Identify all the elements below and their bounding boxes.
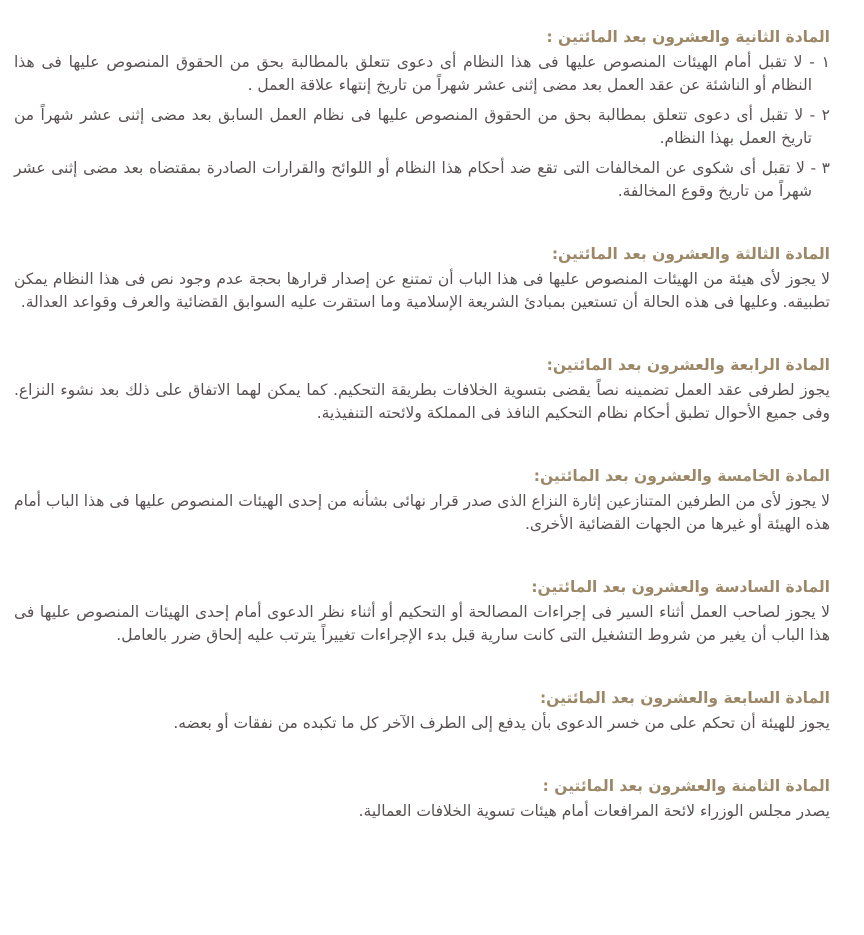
article-224-heading: المادة الرابعة والعشرون بعد المائتين: <box>546 356 830 374</box>
article-222-clause-3: ٣ - لا تقبل أى شكوى عن المخالفات التى تقع ضد أحكام هذا النظام أو اللوائح والقرارات الصادرة بمقتضاه بعد مضى إثنى عشر شهراً من تاريخ وقوع المخالفة. <box>14 159 830 200</box>
article-222-clause-2: ٢ - لا تقبل أى دعوى تتعلق بمطالبة بحق من الحقوق المنصوص عليها فى نظام العمل السابق بعد مضى إثنى عشر شهراً من تاريخ العمل بهذا النظام. <box>14 106 830 147</box>
article-224-section <box>14 354 830 425</box>
article-224-body: يجوز لطرفى عقد العمل تضمينه نصاً يقضى بتسوية الخلافات بطريقة التحكيم. كما يمكن لهما الاتفاق على ذلك بعد نشوء النزاع. وفى جميع الأحوال تطبق أحكام نظام التحكيم النافذ فى المملكة ولائحته التنفيذية. <box>14 381 830 422</box>
article-228-heading: المادة الثامنة والعشرون بعد المائتين : <box>542 777 830 795</box>
article-222-clause-1: ١ - لا تقبل أمام الهيئات المنصوص عليها فى هذا النظام أى دعوى تتعلق بالمطالبة بحق من الحقوق المنصوص عليها فى هذا النظام أو الناشئة عن عقد العمل بعد مضى إثنى عشر شهراً من تاريخ إنتهاء علاقة العمل . <box>14 53 830 94</box>
article-222-heading: المادة الثانية والعشرون بعد المائتين : <box>546 28 830 46</box>
article-226-body: لا يجوز لصاحب العمل أثناء السير فى إجراءات المصالحة أو التحكيم أو أثناء نظر الدعوى أمام إحدى الهيئات المنصوص عليها فى هذا الباب أن يغير من شروط التشغيل التى كانت سارية قبل بدء الإجراءات تغييراً يترتب عليه إلحاق ضرر بالعامل. <box>14 603 830 644</box>
article-226-section <box>14 576 830 647</box>
article-228-body: يصدر مجلس الوزراء لائحة المرافعات أمام هيئات تسوية الخلافات العمالية. <box>358 802 830 820</box>
article-227-section <box>14 687 830 735</box>
article-228-section <box>14 775 830 823</box>
article-222-section <box>14 26 830 203</box>
article-226-heading: المادة السادسة والعشرون بعد المائتين: <box>531 578 830 596</box>
article-227-heading: المادة السابعة والعشرون بعد المائتين: <box>539 689 830 707</box>
article-227-body: يجوز للهيئة أن تحكم على من خسر الدعوى بأن يدفع إلى الطرف الآخر كل ما تكبده من نفقات أو بعضه. <box>173 714 830 732</box>
article-225-section <box>14 465 830 536</box>
article-223-section <box>14 243 830 314</box>
article-223-heading: المادة الثالثة والعشرون بعد المائتين: <box>551 245 830 263</box>
article-223-body: لا يجوز لأى هيئة من الهيئات المنصوص عليها فى هذا الباب أن تمتنع عن إصدار قرارها بحجة عدم وجود نص فى هذا النظام يمكن تطبيقه. وعليها فى هذه الحالة أن تستعين بمبادئ الشريعة الإسلامية وما استقرت عليه السوابق القضائية والعرف وقواعد العدالة. <box>14 270 830 311</box>
article-225-body: لا يجوز لأى من الطرفين المتنازعين إثارة النزاع الذى صدر قرار نهائى بشأنه من إحدى الهيئات المنصوص عليها فى هذا الباب أمام هذه الهيئة أو غيرها من الجهات القضائية الأخرى. <box>14 492 830 533</box>
article-225-heading: المادة الخامسة والعشرون بعد المائتين: <box>533 467 830 485</box>
